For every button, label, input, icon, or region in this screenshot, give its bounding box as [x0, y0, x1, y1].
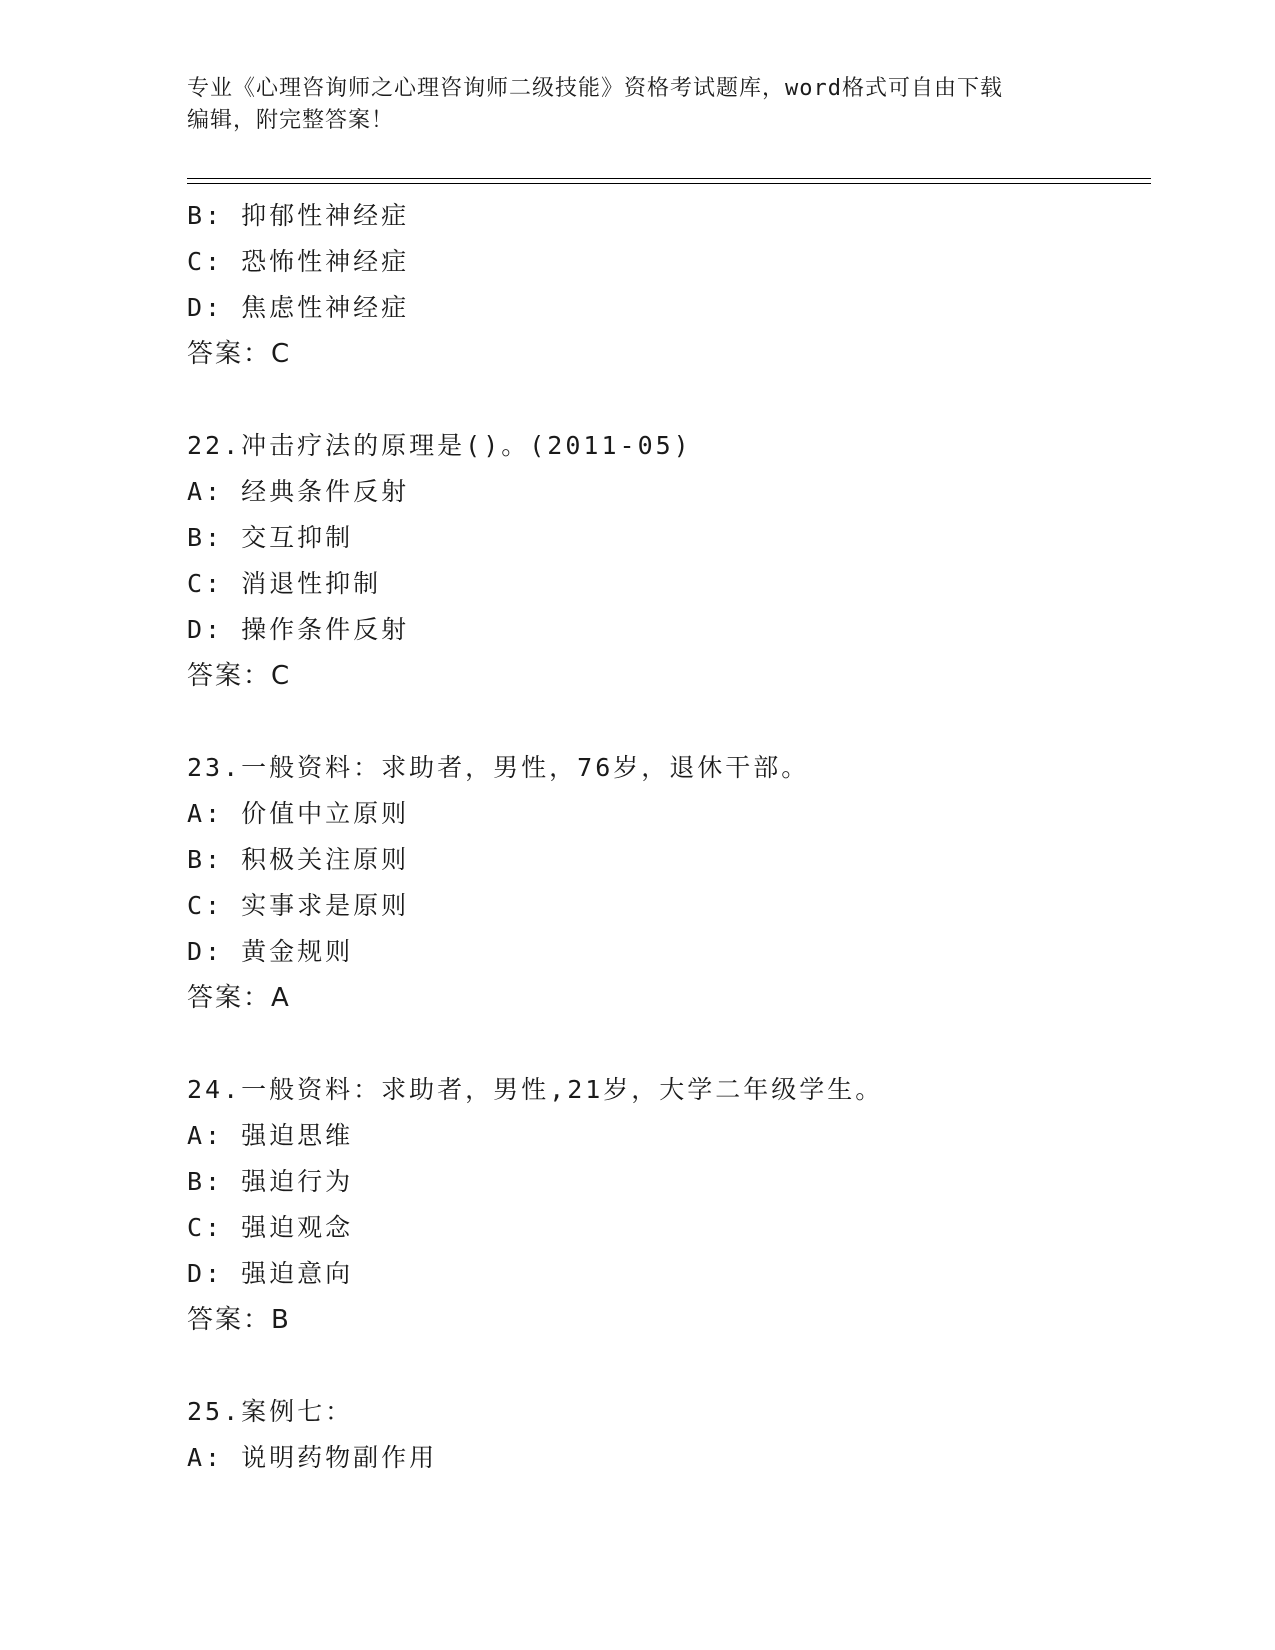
header-line-2: 编辑，附完整答案！ — [187, 108, 395, 133]
answer: 答案：A — [187, 983, 291, 1013]
question-stem: 24.一般资料：求助者，男性,21岁，大学二年级学生。 — [187, 1075, 884, 1104]
question-24 — [187, 1067, 1147, 1343]
question-list — [187, 193, 1147, 1481]
answer: 答案：C — [187, 661, 292, 691]
option-b: B: 交互抑制 — [187, 523, 354, 552]
header-line-1: 专业《心理咨询师之心理咨询师二级技能》资格考试题库，word格式可自由下载 — [187, 76, 1003, 101]
question-stem: 25.案例七： — [187, 1397, 354, 1426]
option-c: C: 消退性抑制 — [187, 569, 382, 598]
option-b: B: 抑郁性神经症 — [187, 201, 410, 230]
option-a: A: 强迫思维 — [187, 1121, 354, 1150]
document-header — [187, 73, 1087, 137]
option-a: A: 经典条件反射 — [187, 477, 410, 506]
option-c: C: 强迫观念 — [187, 1213, 354, 1242]
option-d: D: 操作条件反射 — [187, 615, 410, 644]
option-d: D: 黄金规则 — [187, 937, 354, 966]
spacer — [187, 699, 1147, 745]
option-c: C: 实事求是原则 — [187, 891, 410, 920]
spacer — [187, 377, 1147, 423]
header-divider-top — [187, 178, 1151, 179]
answer: 答案：B — [187, 1305, 291, 1335]
question-23 — [187, 745, 1147, 1021]
header-divider-bottom — [187, 183, 1151, 184]
option-b: B: 积极关注原则 — [187, 845, 410, 874]
answer: 答案：C — [187, 339, 292, 369]
option-d: D: 焦虑性神经症 — [187, 293, 410, 322]
question-25 — [187, 1389, 1147, 1481]
spacer — [187, 1021, 1147, 1067]
option-b: B: 强迫行为 — [187, 1167, 354, 1196]
spacer — [187, 1343, 1147, 1389]
option-d: D: 强迫意向 — [187, 1259, 354, 1288]
option-a: A: 价值中立原则 — [187, 799, 410, 828]
option-a: A: 说明药物副作用 — [187, 1443, 438, 1472]
option-c: C: 恐怖性神经症 — [187, 247, 410, 276]
question-stem: 22.冲击疗法的原理是()。(2011-05) — [187, 431, 692, 460]
question-22 — [187, 423, 1147, 699]
question-21 — [187, 193, 1147, 377]
question-stem: 23.一般资料：求助者，男性，76岁，退休干部。 — [187, 753, 810, 782]
